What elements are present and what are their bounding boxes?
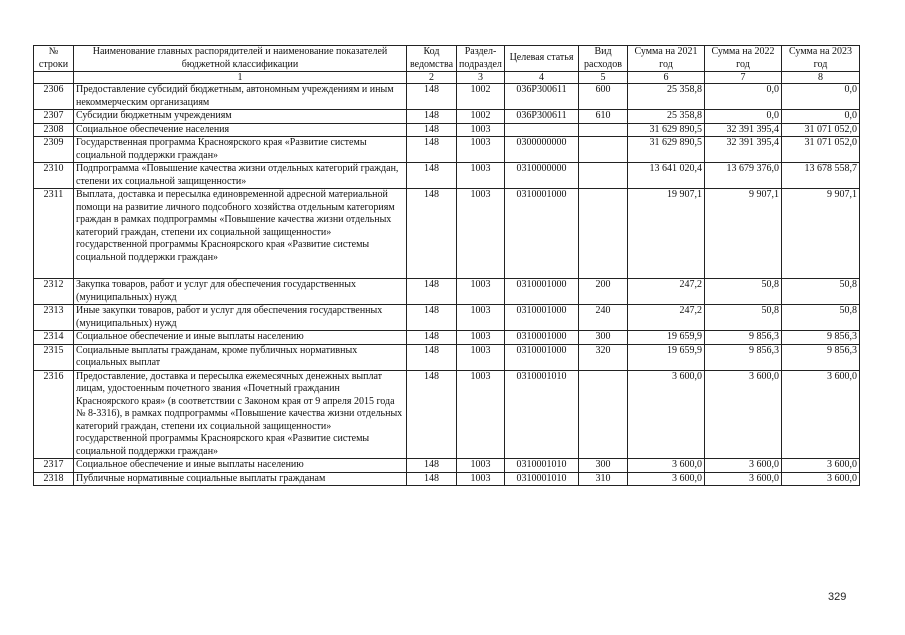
target-article-cell: 0310001000 — [505, 189, 579, 279]
sum-2023-cell: 3 600,0 — [782, 472, 860, 486]
column-number-cell: 6 — [628, 72, 705, 84]
header-cell-row-number: № строки — [34, 46, 74, 72]
sum-2023-cell: 3 600,0 — [782, 370, 860, 459]
name-cell: Социальное обеспечение населения — [74, 123, 407, 137]
sum-2021-cell: 25 358,8 — [628, 110, 705, 124]
column-number-cell: 4 — [505, 72, 579, 84]
department-code-cell: 148 — [407, 279, 457, 305]
target-article-cell: 0310001000 — [505, 331, 579, 345]
expense-type-cell: 200 — [579, 279, 628, 305]
sum-2022-cell: 32 391 395,4 — [705, 123, 782, 137]
column-number-cell: 5 — [579, 72, 628, 84]
row-number-cell: 2312 — [34, 279, 74, 305]
sum-2023-cell: 0,0 — [782, 110, 860, 124]
department-code-cell: 148 — [407, 163, 457, 189]
header-cell-target-article: Целевая статья — [505, 46, 579, 72]
table-row — [34, 163, 860, 189]
section-cell: 1002 — [457, 110, 505, 124]
department-code-cell: 148 — [407, 137, 457, 163]
expense-type-cell — [579, 189, 628, 279]
section-cell: 1003 — [457, 305, 505, 331]
table-row — [34, 137, 860, 163]
sum-2021-cell: 3 600,0 — [628, 370, 705, 459]
table-row — [34, 370, 860, 459]
name-cell: Субсидии бюджетным учреждениям — [74, 110, 407, 124]
table-row — [34, 472, 860, 486]
table-row — [34, 459, 860, 473]
name-cell: Государственная программа Красноярского края «Развитие системы социальной поддержки граждан» — [74, 137, 407, 163]
target-article-cell: 0310001000 — [505, 344, 579, 370]
sum-2022-cell: 13 679 376,0 — [705, 163, 782, 189]
row-number-cell: 2310 — [34, 163, 74, 189]
sum-2023-cell: 31 071 052,0 — [782, 123, 860, 137]
sum-2023-cell: 3 600,0 — [782, 459, 860, 473]
row-number-cell: 2307 — [34, 110, 74, 124]
department-code-cell: 148 — [407, 344, 457, 370]
column-number-cell: 7 — [705, 72, 782, 84]
name-cell: Социальные выплаты гражданам, кроме публичных нормативных социальных выплат — [74, 344, 407, 370]
target-article-cell: 0310001000 — [505, 279, 579, 305]
name-cell: Публичные нормативные социальные выплаты гражданам — [74, 472, 407, 486]
expense-type-cell: 300 — [579, 331, 628, 345]
header-cell-expense-type: Вид расходов — [579, 46, 628, 72]
name-cell: Предоставление, доставка и пересылка ежемесячных денежных выплат лицам, удостоенным почетного звания «Почетный гражданин Красноярского края» (в соответствии с Законом края от 9 апреля 2015 года № 8-3316), в рамках подпрограммы «Повышение качества жизни отдельных категорий граждан, степени их социальной защищенности» государственной программы Красноярского края «Развитие системы социальной поддержки граждан» — [74, 370, 407, 459]
name-cell: Социальное обеспечение и иные выплаты населению — [74, 331, 407, 345]
section-cell: 1003 — [457, 459, 505, 473]
sum-2021-cell: 247,2 — [628, 279, 705, 305]
sum-2023-cell: 9 856,3 — [782, 344, 860, 370]
department-code-cell: 148 — [407, 459, 457, 473]
target-article-cell — [505, 123, 579, 137]
row-number-cell: 2308 — [34, 123, 74, 137]
table-row — [34, 84, 860, 110]
target-article-cell: 0310001010 — [505, 459, 579, 473]
target-article-cell: 0310000000 — [505, 163, 579, 189]
section-cell: 1003 — [457, 472, 505, 486]
column-number-row — [34, 72, 860, 84]
department-code-cell: 148 — [407, 189, 457, 279]
name-cell: Подпрограмма «Повышение качества жизни отдельных категорий граждан, степени их социальной защищенности» — [74, 163, 407, 189]
row-number-cell: 2311 — [34, 189, 74, 279]
row-number-cell: 2306 — [34, 84, 74, 110]
header-cell-sum-2021: Сумма на 2021 год — [628, 46, 705, 72]
sum-2021-cell: 31 629 890,5 — [628, 137, 705, 163]
name-cell: Социальное обеспечение и иные выплаты населению — [74, 459, 407, 473]
sum-2023-cell: 13 678 558,7 — [782, 163, 860, 189]
expense-type-cell — [579, 137, 628, 163]
target-article-cell: 036Р300611 — [505, 110, 579, 124]
row-number-cell: 2315 — [34, 344, 74, 370]
column-number-cell: 3 — [457, 72, 505, 84]
target-article-cell: 0310001010 — [505, 472, 579, 486]
expense-type-cell: 310 — [579, 472, 628, 486]
sum-2022-cell: 9 856,3 — [705, 331, 782, 345]
sum-2022-cell: 0,0 — [705, 84, 782, 110]
sum-2021-cell: 3 600,0 — [628, 459, 705, 473]
table-row — [34, 331, 860, 345]
expense-type-cell — [579, 370, 628, 459]
header-cell-name: Наименование главных распорядителей и наименование показателей бюджетной классификации — [74, 46, 407, 72]
target-article-cell: 0310001000 — [505, 305, 579, 331]
sum-2021-cell: 31 629 890,5 — [628, 123, 705, 137]
sum-2021-cell: 3 600,0 — [628, 472, 705, 486]
sum-2022-cell: 3 600,0 — [705, 459, 782, 473]
sum-2023-cell: 0,0 — [782, 84, 860, 110]
row-number-cell: 2309 — [34, 137, 74, 163]
sum-2022-cell: 9 856,3 — [705, 344, 782, 370]
expense-type-cell: 320 — [579, 344, 628, 370]
expense-type-cell: 610 — [579, 110, 628, 124]
department-code-cell: 148 — [407, 84, 457, 110]
header-cell-sum-2023: Сумма на 2023 год — [782, 46, 860, 72]
sum-2022-cell: 9 907,1 — [705, 189, 782, 279]
sum-2022-cell: 50,8 — [705, 305, 782, 331]
section-cell: 1003 — [457, 370, 505, 459]
column-number-cell — [34, 72, 74, 84]
table-row — [34, 279, 860, 305]
sum-2023-cell: 9 907,1 — [782, 189, 860, 279]
section-cell: 1003 — [457, 163, 505, 189]
department-code-cell: 148 — [407, 370, 457, 459]
table-row — [34, 305, 860, 331]
sum-2021-cell: 13 641 020,4 — [628, 163, 705, 189]
header-cell-section: Раздел-подраздел — [457, 46, 505, 72]
expense-type-cell: 240 — [579, 305, 628, 331]
section-cell: 1003 — [457, 123, 505, 137]
row-number-cell: 2317 — [34, 459, 74, 473]
expense-type-cell — [579, 123, 628, 137]
name-cell: Иные закупки товаров, работ и услуг для обеспечения государственных (муниципальных) нужд — [74, 305, 407, 331]
sum-2022-cell: 0,0 — [705, 110, 782, 124]
sum-2021-cell: 25 358,8 — [628, 84, 705, 110]
target-article-cell: 0310001010 — [505, 370, 579, 459]
name-cell: Выплата, доставка и пересылка единовременной адресной материальной помощи на развитие личного подсобного хозяйства отдельным категориям граждан в рамках подпрограммы «Повышение качества жизни отдельных категорий граждан, степени их социальной защищенности» государственной программы Красноярского края «Развитие системы социальной поддержки граждан» — [74, 189, 407, 279]
sum-2022-cell: 3 600,0 — [705, 472, 782, 486]
row-number-cell: 2318 — [34, 472, 74, 486]
name-cell: Предоставление субсидий бюджетным, автономным учреждениям и иным некоммерческим организациям — [74, 84, 407, 110]
department-code-cell: 148 — [407, 110, 457, 124]
sum-2022-cell: 50,8 — [705, 279, 782, 305]
column-number-cell: 2 — [407, 72, 457, 84]
section-cell: 1003 — [457, 189, 505, 279]
sum-2023-cell: 9 856,3 — [782, 331, 860, 345]
sum-2022-cell: 3 600,0 — [705, 370, 782, 459]
section-cell: 1003 — [457, 331, 505, 345]
section-cell: 1002 — [457, 84, 505, 110]
target-article-cell: 036Р300611 — [505, 84, 579, 110]
column-number-cell: 1 — [74, 72, 407, 84]
department-code-cell: 148 — [407, 123, 457, 137]
expense-type-cell: 300 — [579, 459, 628, 473]
table-row — [34, 189, 860, 279]
section-cell: 1003 — [457, 137, 505, 163]
column-number-cell: 8 — [782, 72, 860, 84]
sum-2021-cell: 19 907,1 — [628, 189, 705, 279]
section-cell: 1003 — [457, 344, 505, 370]
name-cell: Закупка товаров, работ и услуг для обеспечения государственных (муниципальных) нужд — [74, 279, 407, 305]
sum-2021-cell: 19 659,9 — [628, 344, 705, 370]
header-cell-department-code: Код ведомства — [407, 46, 457, 72]
table-row — [34, 344, 860, 370]
row-number-cell: 2314 — [34, 331, 74, 345]
sum-2023-cell: 50,8 — [782, 305, 860, 331]
sum-2023-cell: 50,8 — [782, 279, 860, 305]
page-number: 329 — [828, 591, 847, 603]
header-cell-sum-2022: Сумма на 2022 год — [705, 46, 782, 72]
sum-2021-cell: 247,2 — [628, 305, 705, 331]
row-number-cell: 2313 — [34, 305, 74, 331]
sum-2022-cell: 32 391 395,4 — [705, 137, 782, 163]
budget-table — [33, 45, 860, 486]
row-number-cell: 2316 — [34, 370, 74, 459]
expense-type-cell: 600 — [579, 84, 628, 110]
section-cell: 1003 — [457, 279, 505, 305]
sum-2021-cell: 19 659,9 — [628, 331, 705, 345]
target-article-cell: 0300000000 — [505, 137, 579, 163]
header-row — [34, 46, 860, 72]
sum-2023-cell: 31 071 052,0 — [782, 137, 860, 163]
department-code-cell: 148 — [407, 331, 457, 345]
table-row — [34, 110, 860, 124]
table-row — [34, 123, 860, 137]
department-code-cell: 148 — [407, 305, 457, 331]
expense-type-cell — [579, 163, 628, 189]
department-code-cell: 148 — [407, 472, 457, 486]
